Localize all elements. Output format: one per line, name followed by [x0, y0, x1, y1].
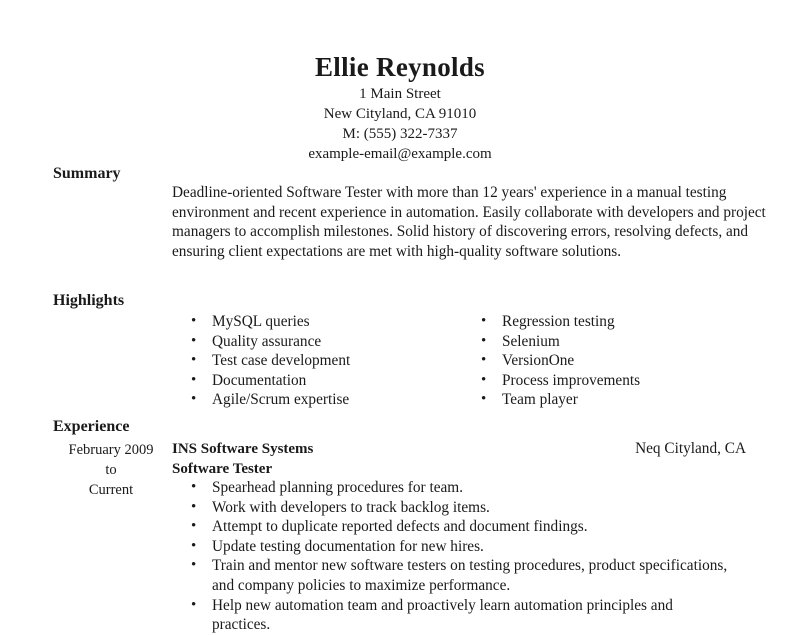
job-role: Software Tester — [172, 461, 273, 477]
list-item — [462, 371, 640, 391]
candidate-name: Ellie Reynolds — [315, 52, 485, 82]
job-date-separator: to — [105, 462, 117, 478]
highlight-text: VersionOne — [502, 352, 575, 370]
highlight-text: Team player — [502, 391, 578, 409]
job-duties-list — [172, 478, 732, 635]
job-company: INS Software Systems — [172, 441, 314, 457]
bullet-icon: • — [191, 352, 197, 369]
bullet-icon: • — [191, 518, 197, 535]
phone-number: M: (555) 322-7337 — [342, 126, 458, 142]
highlight-text: Selenium — [502, 332, 560, 350]
job-location: Neq Cityland, CA — [635, 440, 746, 457]
duty-text: Attempt to duplicate reported defects and document findings. — [212, 518, 588, 536]
bullet-icon: • — [481, 313, 487, 329]
highlight-text: Agile/Scrum expertise — [212, 391, 350, 409]
list-item — [172, 478, 732, 498]
resume-header — [0, 50, 800, 164]
bullet-icon: • — [191, 371, 197, 388]
list-item — [172, 537, 732, 557]
summary-text: Deadline-oriented Software Tester with more than 12 years' experience in a manual testing environment and recent experience in automation. Easily collaborate with developers and project managers to accomplish milestones. Solid history of discovering errors, resolving defects, and ensuring client expectations are met with high-quality software solutions. — [172, 184, 766, 260]
bullet-icon: • — [191, 479, 197, 495]
list-item — [172, 351, 350, 371]
address-line-2: New Cityland, CA 91010 — [323, 106, 477, 122]
list-item — [172, 390, 350, 410]
bullet-icon: • — [191, 498, 197, 515]
duty-text: Work with developers to track backlog items. — [212, 498, 490, 516]
bullet-icon: • — [481, 391, 487, 408]
list-item — [172, 371, 350, 391]
highlights-list-right — [462, 312, 640, 410]
job-date-end: Current — [88, 482, 134, 498]
bullet-icon: • — [481, 352, 487, 369]
highlight-text: Process improvements — [502, 371, 641, 389]
list-item — [462, 351, 640, 371]
email-address: example-email@example.com — [308, 146, 492, 162]
list-item — [172, 596, 732, 635]
address-line-1: 1 Main Street — [359, 86, 441, 102]
list-item — [172, 517, 732, 537]
list-item — [172, 332, 350, 352]
summary-heading: Summary — [53, 165, 121, 182]
duty-text: Help new automation team and proactively learn automation principles and practices. — [212, 596, 673, 634]
highlights-heading: Highlights — [53, 292, 125, 309]
list-item — [462, 312, 640, 332]
list-item — [172, 312, 350, 332]
duty-text: Train and mentor new software testers on testing procedures, product specifications, and company policies to maximize performance. — [212, 557, 728, 594]
list-item — [172, 556, 732, 595]
job-dates — [53, 440, 169, 500]
bullet-icon: • — [191, 313, 197, 329]
highlight-text: Quality assurance — [212, 332, 322, 350]
bullet-icon: • — [191, 596, 197, 613]
highlights-list-left — [172, 312, 350, 410]
bullet-icon: • — [191, 391, 197, 408]
list-item — [462, 332, 640, 352]
bullet-icon: • — [191, 557, 197, 574]
highlight-text: Regression testing — [502, 313, 615, 330]
bullet-icon: • — [481, 332, 487, 349]
bullet-icon: • — [481, 371, 487, 388]
duty-text: Spearhead planning procedures for team. — [212, 479, 464, 496]
list-item — [172, 498, 732, 518]
bullet-icon: • — [191, 332, 197, 349]
duty-text: Update testing documentation for new hires. — [212, 537, 484, 555]
job-date-start: February 2009 — [68, 442, 154, 458]
highlight-text: Test case development — [212, 352, 351, 370]
experience-heading: Experience — [53, 418, 130, 435]
list-item — [462, 390, 640, 410]
highlight-text: MySQL queries — [212, 313, 310, 330]
highlight-text: Documentation — [212, 371, 307, 389]
bullet-icon: • — [191, 537, 197, 554]
